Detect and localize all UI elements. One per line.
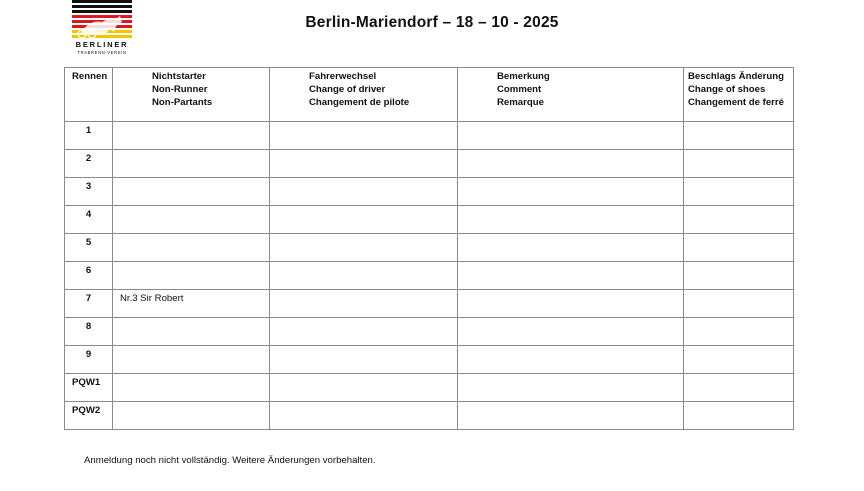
table-row [65, 290, 794, 318]
header-shoes: Beschlags Änderung Change of shoes Changement de ferré [684, 68, 794, 122]
table-row [65, 150, 794, 178]
table-row [65, 374, 794, 402]
comment-cell [458, 346, 684, 374]
race-number-cell: 7 [65, 290, 113, 318]
table-body [65, 122, 794, 430]
table-row [65, 318, 794, 346]
shoes-cell [684, 150, 794, 178]
driver-change-cell [270, 402, 458, 430]
shoes-cell [684, 290, 794, 318]
driver-change-cell [270, 262, 458, 290]
shoes-cell [684, 234, 794, 262]
non-runner-cell [113, 206, 270, 234]
table-header-row [65, 68, 794, 122]
footnote: Anmeldung noch nicht vollständig. Weitere Änderungen vorbehalten. [84, 455, 376, 466]
table-row [65, 122, 794, 150]
comment-cell [458, 178, 684, 206]
table-row [65, 234, 794, 262]
shoes-cell [684, 122, 794, 150]
driver-change-cell [270, 318, 458, 346]
table-row [65, 178, 794, 206]
driver-change-cell [270, 346, 458, 374]
scratchings-table [64, 67, 794, 430]
race-number-cell: 3 [65, 178, 113, 206]
driver-change-cell [270, 206, 458, 234]
comment-cell [458, 290, 684, 318]
non-runner-cell [113, 402, 270, 430]
logo-name: BERLINER [75, 40, 129, 49]
comment-cell [458, 206, 684, 234]
driver-change-cell [270, 374, 458, 402]
comment-cell [458, 262, 684, 290]
page-title: Berlin-Mariendorf – 18 – 10 - 2025 [305, 14, 559, 31]
table-row [65, 262, 794, 290]
race-number-cell: 9 [65, 346, 113, 374]
non-runner-cell [113, 346, 270, 374]
table-row [65, 402, 794, 430]
non-runner-cell [113, 374, 270, 402]
shoes-cell [684, 178, 794, 206]
race-number-cell: 8 [65, 318, 113, 346]
race-number-cell: 6 [65, 262, 113, 290]
shoes-cell [684, 206, 794, 234]
non-runner-cell [113, 178, 270, 206]
shoes-cell [684, 402, 794, 430]
driver-change-cell [270, 178, 458, 206]
table-row [65, 206, 794, 234]
header-comment: Bemerkung Comment Remarque [458, 68, 684, 122]
shoes-cell [684, 318, 794, 346]
table-row [65, 346, 794, 374]
shoes-cell [684, 346, 794, 374]
driver-change-cell [270, 290, 458, 318]
non-runner-cell [113, 318, 270, 346]
header-driver-change: Fahrerwechsel Change of driver Changement de pilote [270, 68, 458, 122]
logo-sub: TRABRENN-VEREIN [77, 50, 127, 55]
comment-cell [458, 374, 684, 402]
non-runner-cell [113, 122, 270, 150]
driver-change-cell [270, 234, 458, 262]
race-number-cell: PQW2 [65, 402, 113, 430]
non-runner-cell [113, 150, 270, 178]
race-number-cell: 5 [65, 234, 113, 262]
race-number-cell: 2 [65, 150, 113, 178]
shoes-cell [684, 374, 794, 402]
driver-change-cell [270, 150, 458, 178]
race-number-cell: 4 [65, 206, 113, 234]
comment-cell [458, 150, 684, 178]
comment-cell [458, 234, 684, 262]
race-number-cell: 1 [65, 122, 113, 150]
non-runner-cell [113, 234, 270, 262]
comment-cell [458, 402, 684, 430]
comment-cell [458, 122, 684, 150]
shoes-cell [684, 262, 794, 290]
header-non-runner: Nichtstarter Non-Runner Non-Partants [113, 68, 270, 122]
non-runner-cell: Nr.3 Sir Robert [113, 290, 270, 318]
non-runner-cell [113, 262, 270, 290]
header-rennen: Rennen [65, 68, 113, 122]
driver-change-cell [270, 122, 458, 150]
race-number-cell: PQW1 [65, 374, 113, 402]
comment-cell [458, 318, 684, 346]
